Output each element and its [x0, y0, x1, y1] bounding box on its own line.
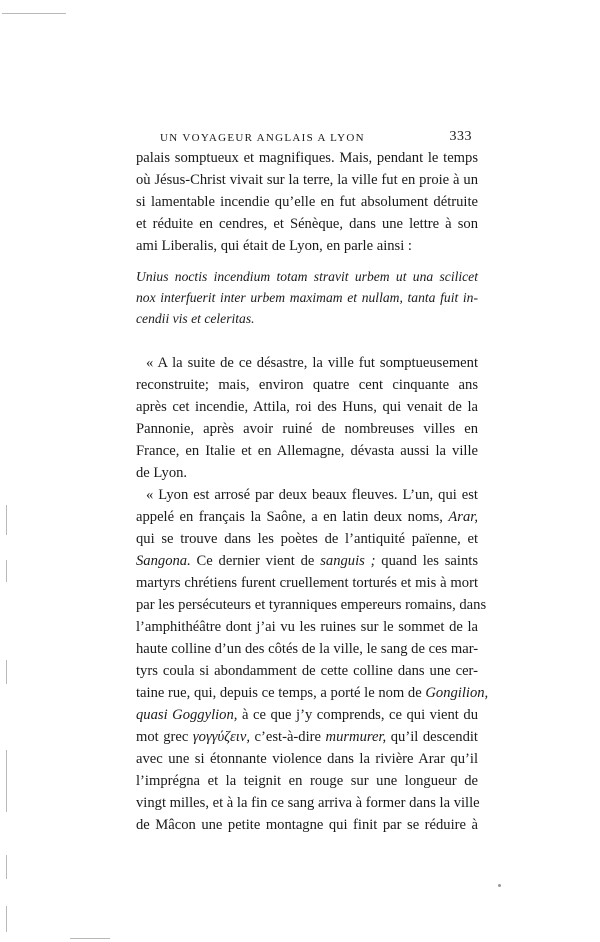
text-segment: quand les saints [375, 553, 478, 569]
running-title: UN VOYAGEUR ANGLAIS A LYON [160, 132, 365, 144]
text-segment: taine rue, qui, depuis ce temps, a porté le nom de [136, 685, 426, 701]
text-line: Pannonie, après avoir ruiné de nombreuses villes en [136, 421, 478, 437]
text-line: de Mâcon une petite montagne qui finit par se réduire à [136, 817, 478, 833]
left-margin-mark [6, 560, 7, 582]
text-line: ami Liberalis, qui était de Lyon, en parle ainsi : [136, 238, 412, 254]
text-segment: mot grec [136, 729, 193, 745]
text-segment: à ce que j’y comprends, ce qui vient du [237, 707, 478, 723]
text-line [136, 506, 478, 528]
italic-term: quasi Goggylion, [136, 707, 238, 723]
text-line: de Lyon. [136, 465, 188, 481]
text-line [136, 704, 478, 726]
running-head [160, 129, 472, 149]
text-line: où Jésus-Christ vivait sur la terre, la ville fut en proie à un [136, 172, 478, 188]
page-number: 333 [449, 129, 472, 144]
italic-term: sanguis ; [320, 553, 376, 569]
left-margin-mark [6, 660, 7, 684]
greek-word: γογγύζειν, [192, 729, 250, 745]
left-margin-mark [6, 906, 7, 932]
text-line [136, 682, 489, 704]
paragraph-3 [136, 484, 489, 836]
text-line: vingt milles, et à la fin ce sang arriva à former dans la ville [136, 795, 480, 811]
left-margin-mark [6, 505, 7, 535]
text-line: si lamentable incendie qu’elle en fut absolument détruite [136, 194, 478, 210]
latin-quotation [136, 266, 478, 329]
left-margin-mark [6, 855, 7, 879]
text-line: France, en Italie et en Allemagne, dévasta aussi la ville [136, 443, 478, 459]
text-line: « A la suite de ce désastre, la ville fut somptueusement [146, 355, 478, 371]
quote-line: cendii vis et celeritas. [136, 311, 255, 326]
text-line: palais somptueux et magnifiques. Mais, pendant le temps [136, 150, 478, 166]
text-line: l’imprégna et la teignit en rouge sur une longueur de [136, 773, 478, 789]
paragraph-1 [136, 147, 478, 257]
top-edge-mark [2, 13, 66, 14]
text-line: et réduite en cendres, et Sénèque, dans une lettre à son [136, 216, 478, 232]
text-line: martyrs chrétiens furent cruellement torturés et mis à mort [136, 575, 478, 591]
text-line: haute colline d’un des côtés de la ville, le sang de ces mar- [136, 641, 479, 657]
text-segment: c’est-à-dire [250, 729, 326, 745]
quote-line: Unius noctis incendium totam stravit urbem ut una scilicet [136, 269, 478, 284]
text-line: l’amphithéâtre dont j’ai vu les ruines sur le sommet de la [136, 619, 478, 635]
text-line: par les persécuteurs et tyranniques empereurs romains, dans [136, 597, 487, 613]
italic-term: murmurer, [325, 729, 387, 745]
left-margin-mark [6, 750, 7, 812]
italic-term: Gongilion, [425, 685, 489, 701]
text-line: qui se trouve dans les poètes de l’antiquité païenne, et [136, 531, 478, 547]
text-segment: Ce dernier vient de [190, 553, 321, 569]
paragraph-2 [136, 352, 478, 484]
text-line [136, 726, 478, 748]
text-line: avec une si étonnante violence dans la rivière Arar qu’il [136, 751, 478, 767]
bottom-edge-mark [70, 938, 110, 939]
quote-line: nox interfuerit inter urbem maximam et nullam, tanta fuit in- [136, 290, 478, 305]
italic-term: Arar, [448, 509, 478, 525]
text-line: « Lyon est arrosé par deux beaux fleuves. L’un, qui est [146, 487, 478, 503]
text-segment: appelé en français la Saône, a en latin deux noms, [136, 509, 449, 525]
text-line: tyrs coula si abondamment de cette colline dans une cer- [136, 663, 478, 679]
italic-term: Sangona. [136, 553, 191, 569]
text-line: reconstruite; mais, environ quatre cent cinquante ans [136, 377, 478, 393]
text-line [136, 550, 478, 572]
text-segment: qu’il descendit [386, 729, 478, 745]
speck [498, 884, 501, 887]
text-line: après cet incendie, Attila, roi des Huns, qui venait de la [136, 399, 478, 415]
